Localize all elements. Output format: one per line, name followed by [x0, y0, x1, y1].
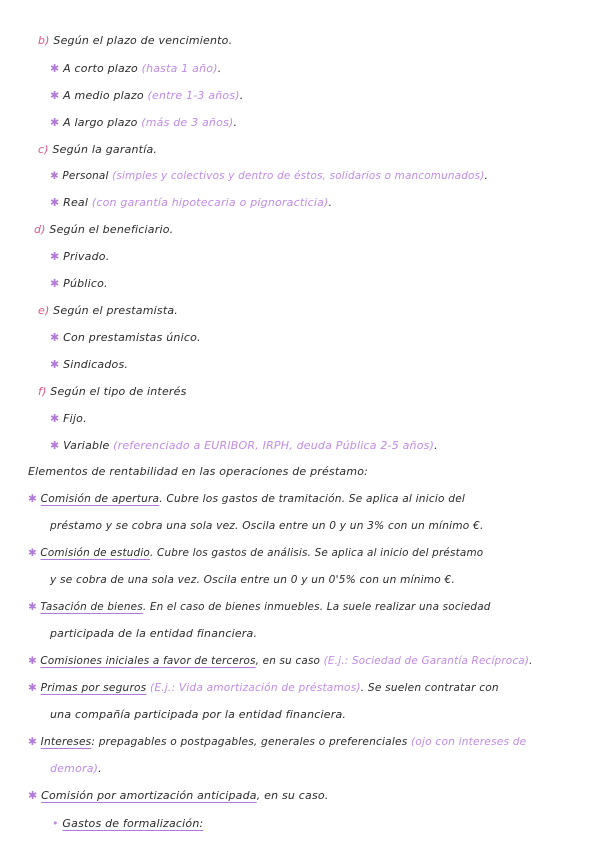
list-item: ✱ Variable (referenciado a EURIBOR, IRPH, deuda Pública 2-5 años).: [50, 439, 438, 452]
section-e: [38, 304, 178, 318]
list-item: ✱ Tasación de bienes. En el caso de bienes inmuebles. La suele realizar una sociedad: [28, 601, 491, 613]
star-icon: ✱: [50, 439, 60, 452]
list-item-continuation: y se cobra de una sola vez. Oscila entre un 0 y un 0'5% con un mínimo €.: [50, 574, 456, 586]
star-icon: ✱: [28, 655, 37, 667]
list-item: ✱ Comisión de apertura. Cubre los gastos de tramitación. Se aplica al inicio del: [28, 493, 466, 505]
section-c-title: Según la garantía.: [52, 143, 158, 156]
section-b-marker: b): [38, 34, 50, 47]
list-item-continuation: participada de la entidad financiera.: [50, 627, 258, 640]
section-c: [38, 143, 157, 157]
list-item-continuation: demora).: [50, 762, 102, 775]
star-icon: ✱: [50, 62, 60, 75]
section-c-marker: c): [38, 143, 49, 156]
list-item: ✱ A largo plazo (más de 3 años).: [50, 116, 238, 129]
section-d-marker: d): [34, 223, 46, 236]
star-icon: ✱: [28, 493, 38, 505]
list-item: ✱ Comisión por amortización anticipada, en su caso.: [28, 789, 329, 802]
bullet-icon: •: [52, 817, 59, 830]
star-icon: ✱: [50, 116, 60, 129]
list-item: ✱ Sindicados.: [50, 358, 129, 371]
list-item: ✱ Fijo.: [50, 412, 87, 425]
list-item: ✱ Real (con garantía hipotecaria o pignoracticia).: [50, 196, 333, 209]
section-f-marker: f): [38, 385, 47, 398]
star-icon: ✱: [28, 601, 37, 613]
list-item-continuation: préstamo y se cobra una sola vez. Oscila entre un 0 y un 3% con un mínimo €.: [50, 520, 484, 532]
star-icon: ✱: [28, 789, 38, 802]
section-b-title: Según el plazo de vencimiento.: [53, 34, 233, 47]
list-item: ✱ A corto plazo (hasta 1 año).: [50, 62, 222, 75]
list-item: ✱ Intereses: prepagables o postpagables, generales o preferenciales (ojo con intereses de: [28, 736, 527, 748]
list-item: ✱ Comisiones iniciales a favor de terceros, en su caso (E.j.: Sociedad de Garantía Recíproca).: [28, 655, 533, 667]
list-item: ✱ Público.: [50, 277, 108, 290]
section-e-marker: e): [38, 304, 50, 317]
star-icon: ✱: [28, 682, 38, 694]
list-item: ✱ Primas por seguros (E.j.: Vida amortización de préstamos). Se suelen contratar con: [28, 682, 499, 694]
star-icon: ✱: [50, 412, 60, 425]
list-item: ✱ Personal (simples y colectivos y dentro de éstos, solidarios o mancomunados).: [50, 170, 488, 182]
star-icon: ✱: [28, 547, 37, 559]
list-item: ✱ Comisión de estudio. Cubre los gastos de análisis. Se aplica al inicio del préstamo: [28, 547, 484, 559]
star-icon: ✱: [50, 277, 60, 290]
star-icon: ✱: [50, 358, 60, 371]
section-b: [38, 34, 232, 48]
list-item: ✱ A medio plazo (entre 1-3 años).: [50, 89, 244, 102]
list-item-continuation: una compañía participada por la entidad financiera.: [50, 708, 347, 721]
star-icon: ✱: [50, 170, 59, 182]
sub-list-item: • Gastos de formalización:: [52, 817, 204, 830]
list-item: ✱ Con prestamistas único.: [50, 331, 201, 344]
section-d: [34, 223, 173, 237]
section-d-title: Según el beneficiario.: [49, 223, 174, 236]
star-icon: ✱: [50, 196, 60, 209]
star-icon: ✱: [28, 736, 38, 748]
star-icon: ✱: [50, 89, 60, 102]
elementos-title: Elementos de rentabilidad en las operaciones de préstamo:: [28, 465, 369, 478]
section-f-title: Según el tipo de interés: [50, 385, 187, 398]
star-icon: ✱: [50, 331, 60, 344]
section-f: [38, 385, 187, 399]
list-item: ✱ Privado.: [50, 250, 110, 263]
section-e-title: Según el prestamista.: [53, 304, 178, 317]
star-icon: ✱: [50, 250, 60, 263]
